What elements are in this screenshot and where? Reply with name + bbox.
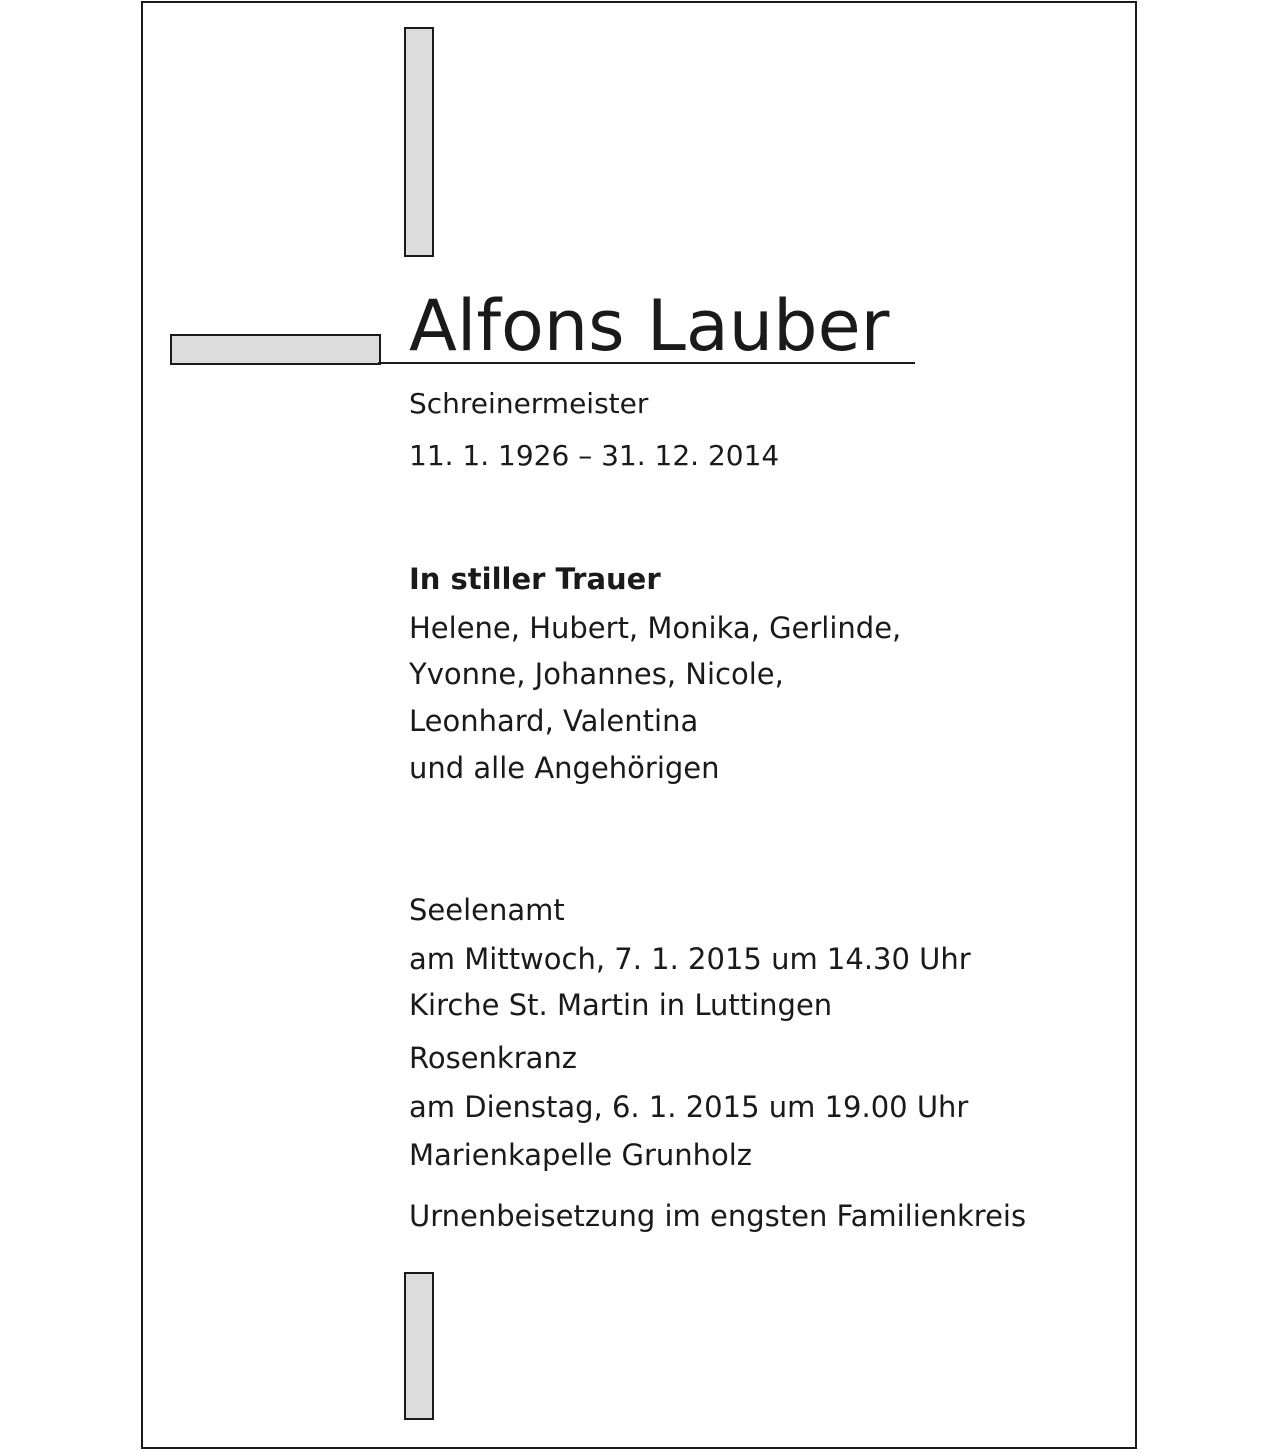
life-dates: 11. 1. 1926 – 31. 12. 2014 [409,439,780,472]
rosary-when: am Dienstag, 6. 1. 2015 um 19.00 Uhr [409,1090,969,1124]
rosary-title: Rosenkranz [409,1041,578,1075]
cross-top-bar [404,27,434,257]
mourner-line: Yvonne, Johannes, Nicole, [409,657,784,691]
cross-left-bar [170,334,381,365]
deceased-name: Alfons Lauber [409,285,890,367]
cross-bottom-bar [404,1272,434,1420]
profession: Schreinermeister [409,387,649,420]
mourner-line: und alle Angehörigen [409,751,720,785]
mourner-line: Helene, Hubert, Monika, Gerlinde, [409,611,902,645]
burial-note: Urnenbeisetzung im engsten Familienkreis [409,1199,1027,1233]
rosary-where: Marienkapelle Grunholz [409,1138,753,1172]
requiem-title: Seelenamt [409,893,565,927]
mourning-heading: In stiller Trauer [409,562,661,596]
mourner-line: Leonhard, Valentina [409,704,699,738]
requiem-where: Kirche St. Martin in Luttingen [409,988,833,1022]
requiem-when: am Mittwoch, 7. 1. 2015 um 14.30 Uhr [409,942,971,976]
